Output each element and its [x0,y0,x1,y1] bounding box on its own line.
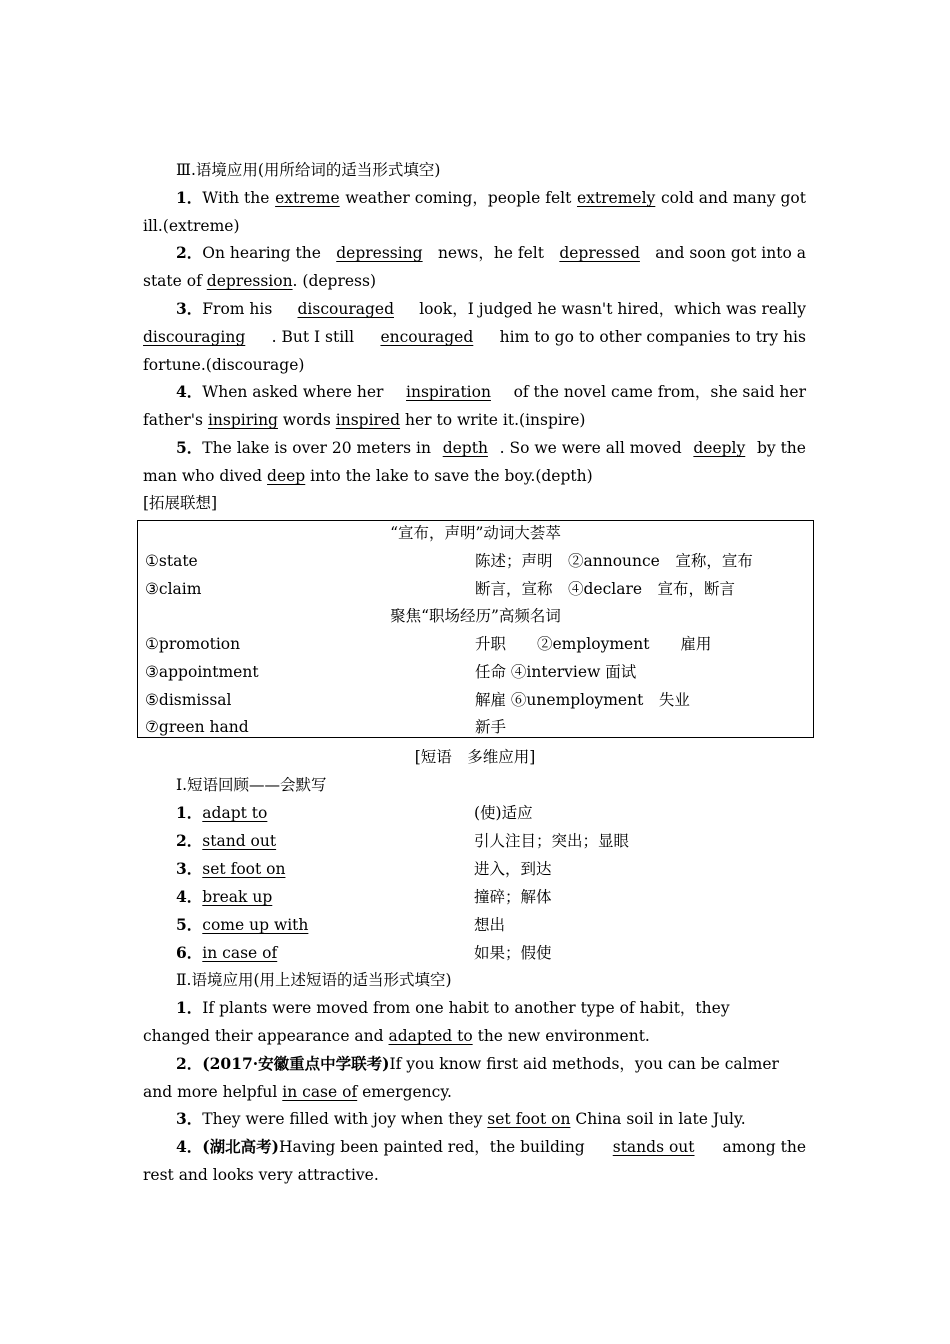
phrase-item: 2．stand out [176,831,277,850]
answer-blank: discouraging [143,328,246,346]
source-tag: (湖北高考) [202,1137,279,1156]
answer-blank: extreme [275,189,340,207]
phrase-item: 1．adapt to [176,803,268,822]
phrase-item: 6．in case of [176,943,278,962]
table-left-cell: ③appointment [145,663,259,681]
answer-blank: adapted to [388,1027,473,1045]
q4-line1: 4．When asked where her inspiration of the novel came from，she said her [176,382,806,401]
q5-line2: man who dived deep into the lake to save the boy.(depth) [143,467,593,485]
s2-q4-line2: rest and looks very attractive. [143,1166,379,1184]
phrase-answer: set foot on [202,860,286,878]
phrase-answer: adapt to [202,804,268,822]
vocab-table [137,520,814,738]
answer-blank: inspired [335,411,401,429]
phrase-item: 5．come up with [176,915,309,934]
answer-blank: inspiration [406,383,491,401]
q3-line3: fortune.(discourage) [143,356,305,374]
q1-line1: 1．With the extreme weather coming，people felt extremely cold and many got [176,188,806,207]
answer-blank: deep [267,467,306,485]
phrase-answer: come up with [202,916,309,934]
table-left-cell: ⑦green hand [145,718,249,736]
q2-line2: state of depression. (depress) [143,272,377,290]
phrase-meaning: 撞碎；解体 [474,888,552,906]
s2-q1-line2: changed their appearance and adapted to the new environment. [143,1027,650,1045]
section-2-heading: Ⅱ.语境应用(用上述短语的适当形式填空) [176,971,452,989]
table-left-cell: ⑤dismissal [145,691,232,709]
answer-blank: extremely [577,189,656,207]
answer-blank: discouraged [297,300,394,318]
expand-title: [拓展联想] [143,494,218,512]
answer-blank: depression [206,272,293,290]
s2-q3-line1: 3．They were filled with joy when they set foot on China soil in late July. [176,1109,746,1128]
s2-q2-line2: and more helpful in case of emergency. [143,1083,452,1101]
s2-q2-line1: 2．(2017·安徽重点中学联考)If you know first aid methods，you can be calmer [176,1054,779,1073]
q2-line1: 2．On hearing the depressing news，he felt depressed and soon got into a [176,243,806,262]
answer-blank: in case of [282,1083,358,1101]
phrase-item: 4．break up [176,887,273,906]
phrases-heading: Ⅰ.短语回顾——会默写 [176,776,327,794]
q5-line1: 5．The lake is over 20 meters in depth . So we were all moved deeply by the [176,438,806,457]
answer-blank: set foot on [487,1110,571,1128]
table-right-cell: 解雇 ⑥unemployment 失业 [475,691,690,709]
answer-blank: encouraged [380,328,474,346]
table-right-cell: 升职 ②employment 雇用 [475,635,712,653]
table-right-cell: 断言，宣称 ④declare 宣布，断言 [475,580,736,598]
q3-line1: 3．From his discouraged look，I judged he wasn't hired，which was really [176,299,806,318]
phrase-meaning: 如果；假使 [474,944,552,962]
phrase-answer: in case of [202,944,278,962]
q3-line2: discouraging . But I still encouraged him to go to other companies to try his [143,328,806,346]
table-left-cell: ③claim [145,580,202,598]
answer-blank: depressed [559,244,640,262]
phrase-meaning: 引人注目；突出；显眼 [474,832,630,850]
s2-q1-line1: 1．If plants were moved from one habit to another type of habit，they [176,998,730,1017]
s2-q4-line1: 4．(湖北高考)Having been painted red，the building stands out among the [176,1137,806,1156]
phrase-meaning: (使)适应 [474,804,533,822]
answer-blank: depressing [336,244,423,262]
table-header-nouns: 聚焦“职场经历”高频名词 [390,607,561,625]
section-3-heading: Ⅲ.语境应用(用所给词的适当形式填空) [176,161,441,179]
table-left-cell: ①state [145,552,198,570]
phrase-section-title: [短语 多维应用] [414,748,536,766]
phrase-item: 3．set foot on [176,859,286,878]
table-right-cell: 陈述；声明 ②announce 宣称，宣布 [475,552,753,570]
answer-blank: stands out [612,1138,695,1156]
q1-line2: ill.(extreme) [143,217,240,235]
answer-blank: inspiring [207,411,278,429]
answer-blank: deeply [693,439,746,457]
phrase-answer: stand out [202,832,277,850]
q4-line2: father's inspiring words inspired her to write it.(inspire) [143,411,586,429]
phrase-answer: break up [202,888,273,906]
table-right-cell: 任命 ④interview 面试 [475,663,637,681]
table-left-cell: ①promotion [145,635,241,653]
phrase-meaning: 进入，到达 [474,860,552,878]
table-right-cell: 新手 [475,718,507,736]
source-tag: (2017·安徽重点中学联考) [202,1054,390,1073]
phrase-meaning: 想出 [474,916,506,934]
table-header-verbs: “宣布，声明”动词大荟萃 [390,524,561,542]
answer-blank: depth [442,439,488,457]
